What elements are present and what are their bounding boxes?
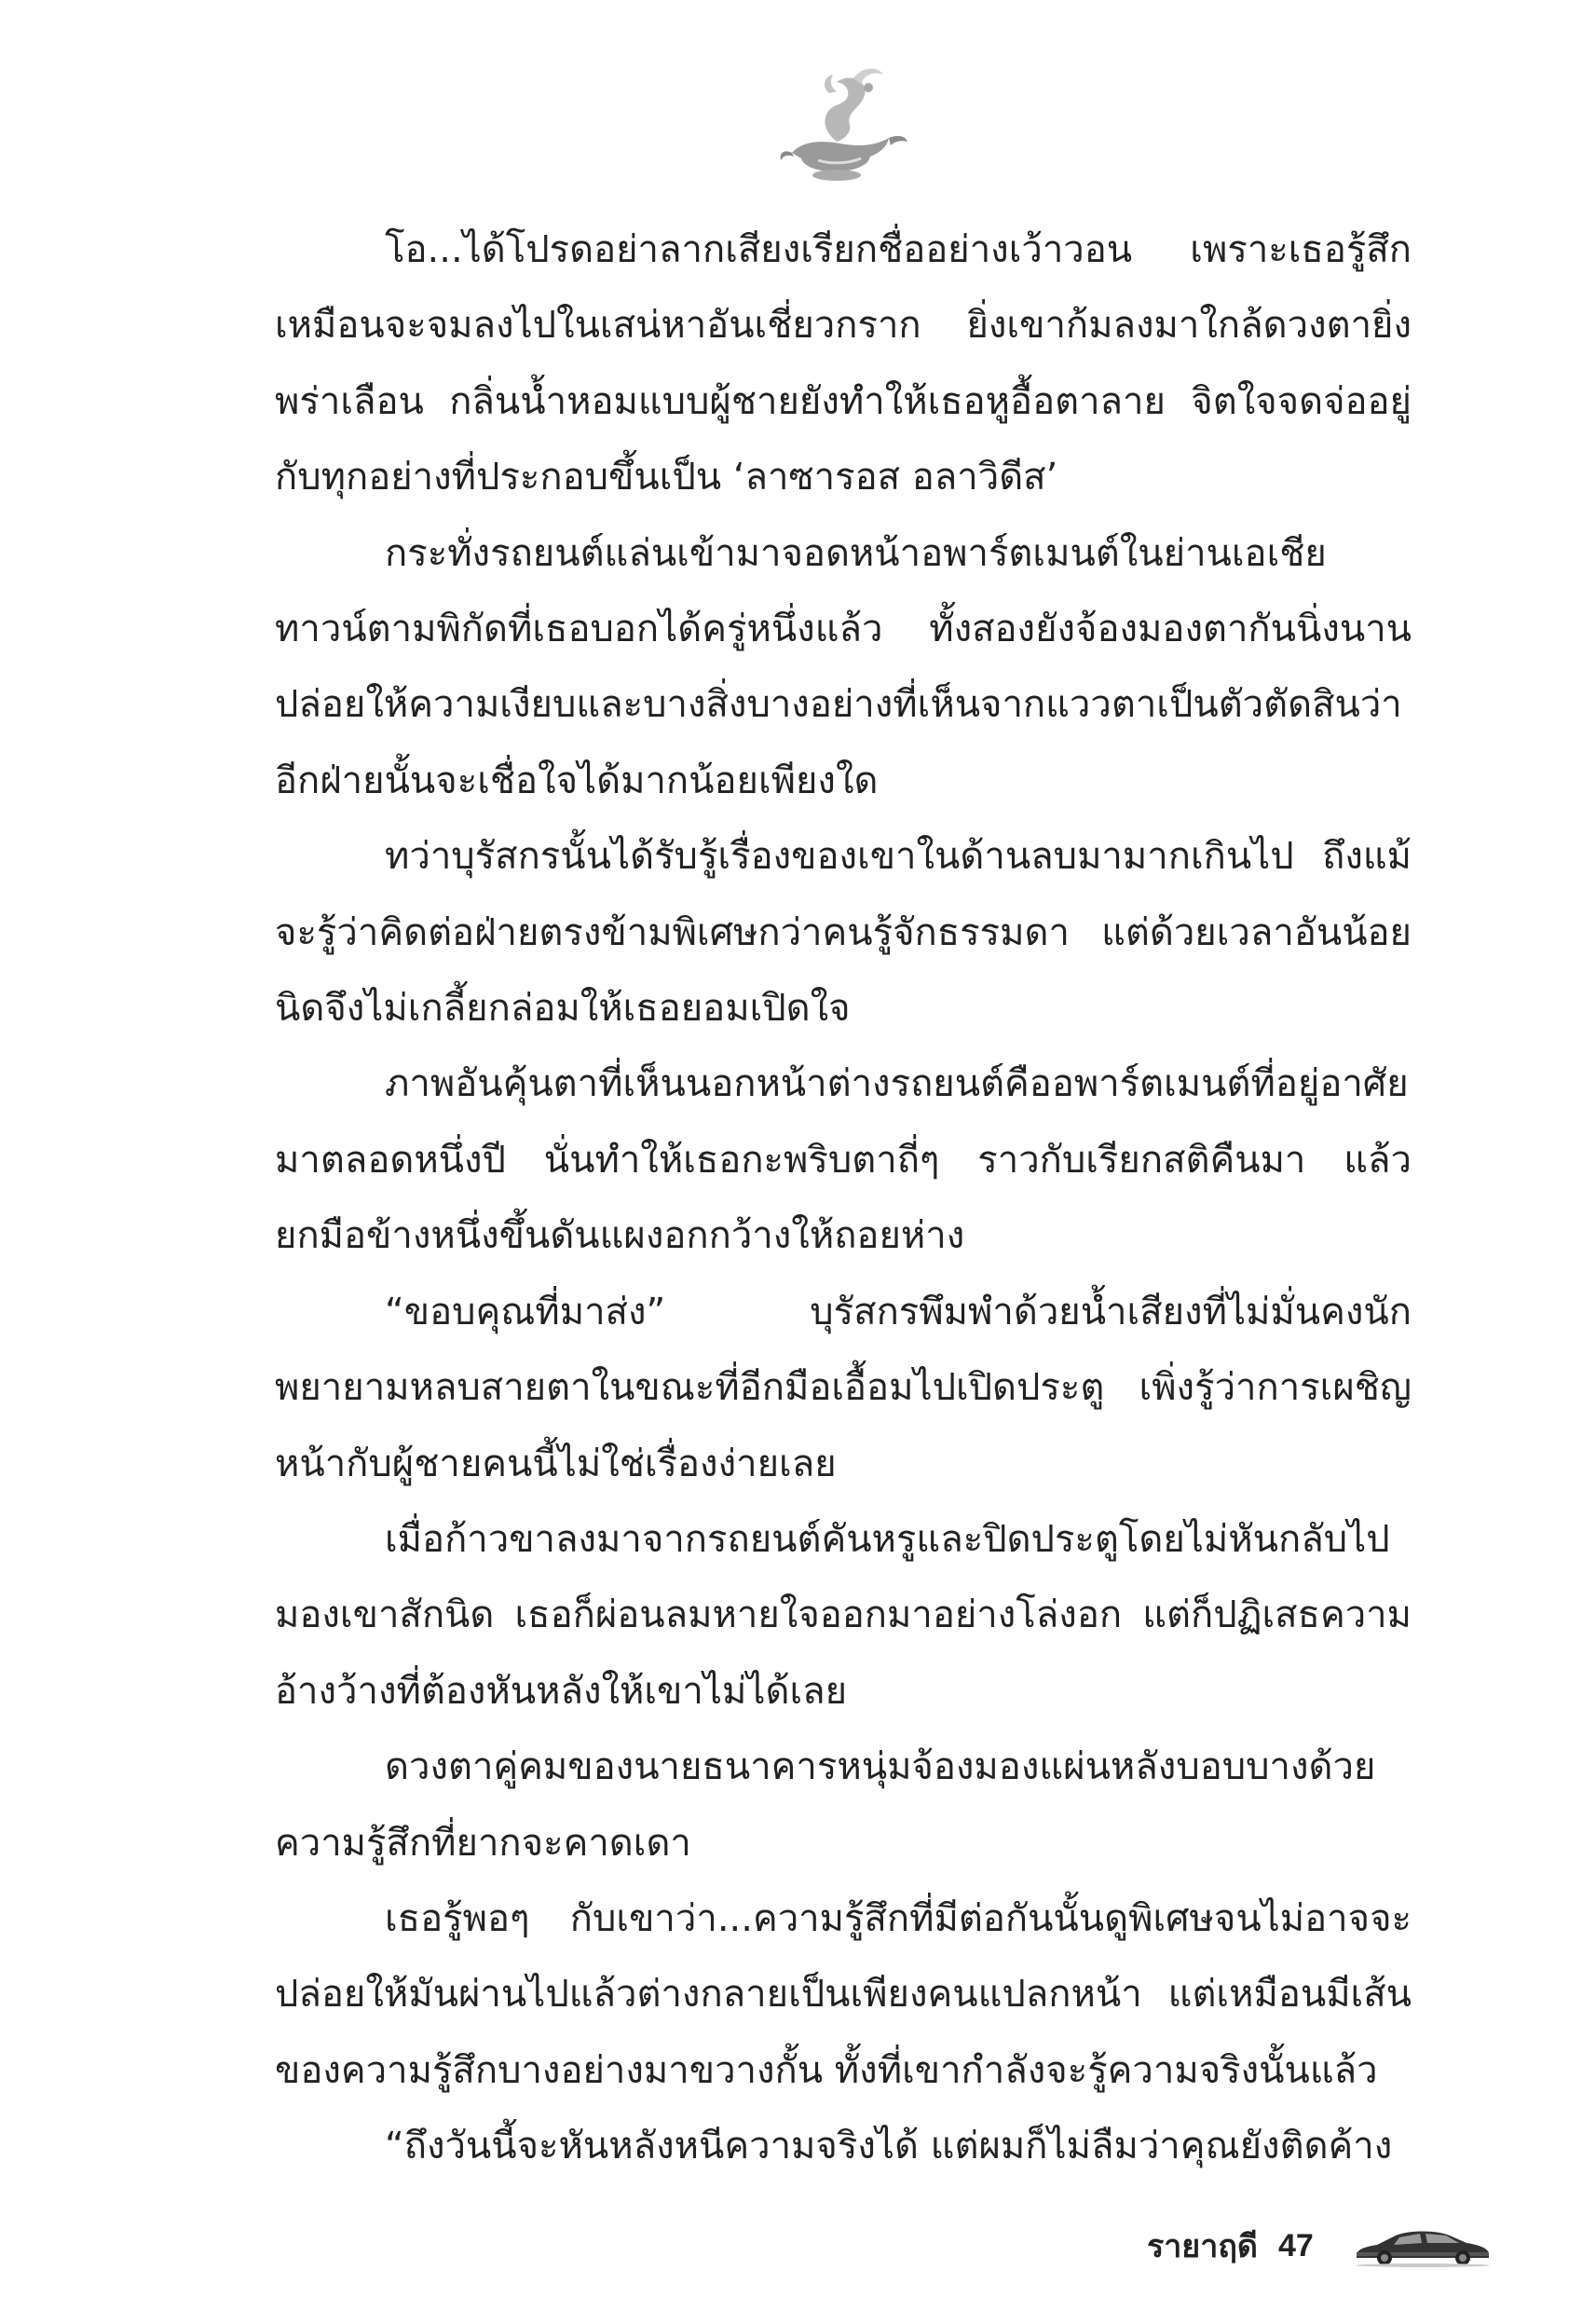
page-number: 47 bbox=[1278, 2227, 1314, 2263]
body-text bbox=[275, 212, 1412, 2185]
paragraph: “ถึงวันนี้จะหันหลังหนีความจริงได้ แต่ผมก็ไม่ลืมว่าคุณยังติดค้าง bbox=[385, 2125, 1393, 2168]
genie-lamp-icon bbox=[764, 56, 913, 186]
paragraph: เมื่อก้าวขาลงมาจากรถยนต์คันหรูและปิดประตูโดยไม่หันกลับไปมองเขาสักนิด เธอก็ผ่อนลมหายใจออกมาอย่างโล่งอก แต่ก็ปฏิเสธความอ้างว้างที่ต้องหันหลังให้เขาไม่ได้เลย bbox=[275, 1517, 1412, 1713]
page-footer bbox=[1071, 2218, 1500, 2274]
book-title: รายาฤดี bbox=[1146, 2229, 1258, 2264]
car-icon bbox=[1353, 2224, 1493, 2267]
paragraph: ภาพอันคุ้นตาที่เห็นนอกหน้าต่างรถยนต์คืออพาร์ตเมนต์ที่อยู่อาศัยมาตลอดหนึ่งปี นั่นทำให้เธอกะพริบตาถี่ๆ ราวกับเรียกสติคืนมา แล้วยกมือข้างหนึ่งขึ้นดันแผงอกกว้างให้ถอยห่าง bbox=[275, 1062, 1412, 1258]
paragraph: “ขอบคุณที่มาส่ง” บุรัสกรพึมพำด้วยน้ำเสียงที่ไม่มั่นคงนักพยายามหลบสายตาในขณะที่อีกมือเอื้อมไปเปิดประตู เพิ่งรู้ว่าการเผชิญหน้ากับผู้ชายคนนี้ไม่ใช่เรื่องง่ายเลย bbox=[275, 1290, 1412, 1485]
paragraph: กระทั่งรถยนต์แล่นเข้ามาจอดหน้าอพาร์ตเมนต์ในย่านเอเชียทาวน์ตามพิกัดที่เธอบอกได้ครู่หนึ่งแล้ว ทั้งสองยังจ้องมองตากันนิ่งนานปล่อยให้ความเงียบและบางสิ่งบางอย่างที่เห็นจากแววตาเป็นตัวตัดสินว่าอีกฝ่ายนั้นจะเชื่อใจได้มากน้อยเพียงใด bbox=[275, 531, 1412, 802]
paragraph: ดวงตาคู่คมของนายธนาคารหนุ่มจ้องมองแผ่นหลังบอบบางด้วยความรู้สึกที่ยากจะคาดเดา bbox=[275, 1745, 1376, 1865]
paragraph: โอ...ได้โปรดอย่าลากเสียงเรียกชื่ออย่างเว้าวอน เพราะเธอรู้สึกเหมือนจะจมลงไปในเสน่หาอันเชี่ยวกราก ยิ่งเขาก้มลงมาใกล้ดวงตายิ่งพร่าเลือน กลิ่นน้ำหอมแบบผู้ชายยังทำให้เธอหูอื้อตาลาย จิตใจจดจ่ออยู่กับทุกอย่างที่ประกอบขึ้นเป็น ‘ลาซารอส อลาวิดีส’ bbox=[275, 228, 1412, 499]
paragraph: ทว่าบุรัสกรนั้นได้รับรู้เรื่องของเขาในด้านลบมามากเกินไป ถึงแม้จะรู้ว่าคิดต่อฝ่ายตรงข้ามพิเศษกว่าคนรู้จักธรรมดา แต่ด้วยเวลาอันน้อยนิดจึงไม่เกลี้ยกล่อมให้เธอยอมเปิดใจ bbox=[275, 835, 1412, 1031]
paragraph: เธอรู้พอๆ กับเขาว่า...ความรู้สึกที่มีต่อกันนั้นดูพิเศษจนไม่อาจจะปล่อยให้มันผ่านไปแล้วต่างกลายเป็นเพียงคนแปลกหน้า แต่เหมือนมีเส้นของความรู้สึกบางอย่างมาขวางกั้น ทั้งที่เขากำลังจะรู้ความจริงนั้นแล้ว bbox=[275, 1896, 1412, 2092]
